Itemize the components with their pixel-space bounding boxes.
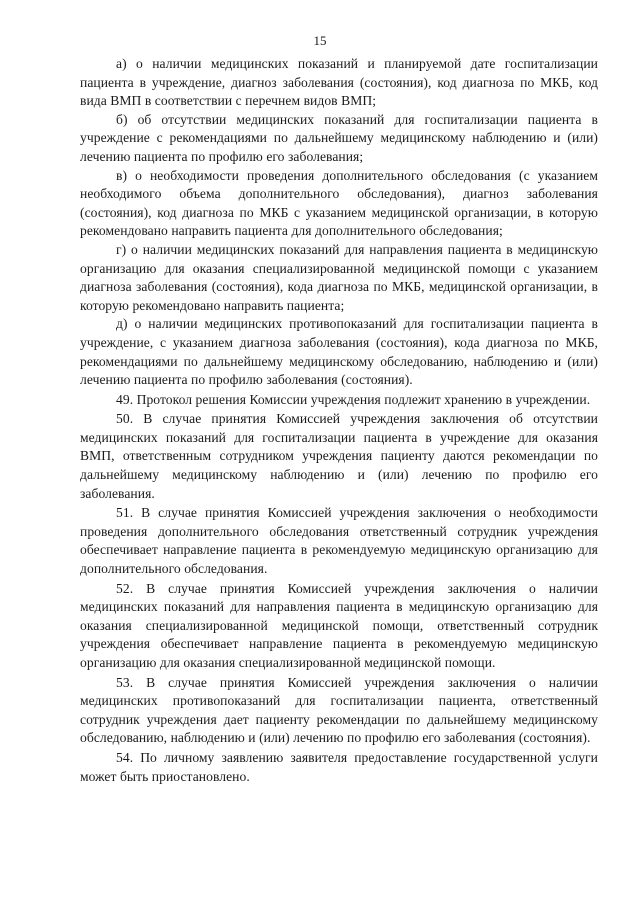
paragraph-item-v: в) о необходимости проведения дополнительного обследования (с указанием необходимого объема дополнительного обследования), диагноз заболевания (состояния), код диагноза по МКБ с указанием медицинской организации, в которую рекомендовано направить пациента для дополнительного обследования; <box>80 167 598 239</box>
paragraph-51: 51. В случае принятия Комиссией учреждения заключения о необходимости проведения дополнительного обследования ответственный сотрудник учреждения обеспечивает направление пациента в рекомендуемую медицинскую организацию для дополнительного обследования. <box>80 505 598 577</box>
paragraph-item-a: а) о наличии медицинских показаний и планируемой дате госпитализации пациента в учреждение, диагноз заболевания (состояния), код диагноза по МКБ, код вида ВМП в соответствии с перечнем видов ВМП; <box>80 56 598 109</box>
paragraph-item-b: б) об отсутствии медицинских показаний для госпитализации пациента в учреждение с рекомендациями по дальнейшему медицинскому наблюдению и (или) лечению пациента по профилю его заболевания; <box>80 111 598 164</box>
page-number: 15 <box>313 33 327 48</box>
paragraph-item-g: г) о наличии медицинских показаний для направления пациента в медицинскую организацию для оказания специализированной медицинской помощи с указанием диагноза заболевания (состояния), кода диагноза по МКБ, медицинской организации, в которую рекомендовано направить пациента; <box>80 241 598 313</box>
paragraph-50: 50. В случае принятия Комиссией учреждения заключения об отсутствии медицинских показаний для госпитализации пациента в учреждение для оказания ВМП, ответственным сотрудником учреждения пациенту даются рекомендации по дальнейшему медицинскому наблюдению и (или) лечению по профилю его заболевания. <box>80 411 598 501</box>
paragraph-53: 53. В случае принятия Комиссией учреждения заключения о наличии медицинских противопоказаний для госпитализации пациента, ответственный сотрудник учреждения дает пациенту рекомендации по дальнейшему медицинскому обследованию, наблюдению и (или) лечению по профилю его заболевания (состояния). <box>80 674 598 746</box>
paragraph-52: 52. В случае принятия Комиссией учреждения заключения о наличии медицинских показаний для направления пациента в медицинскую организацию для оказания специализированной медицинской помощи, ответственный сотрудник учреждения обеспечивает направление пациента в рекомендуемую медицинскую организацию для оказания специализированной медицинской помощи. <box>80 580 598 670</box>
paragraph-item-d: д) о наличии медицинских противопоказаний для госпитализации пациента в учреждение, с указанием диагноза заболевания (состояния), кода диагноза по МКБ, рекомендациями по дальнейшему медицинскому обследованию, наблюдению и (или) лечению пациента по профилю заболевания (состояния). <box>80 316 598 388</box>
paragraph-54: 54. По личному заявлению заявителя предоставление государственной услуги может быть приостановлено. <box>80 749 598 784</box>
document-body <box>80 55 598 786</box>
paragraph-49: 49. Протокол решения Комиссии учреждения подлежит хранению в учреждении. <box>116 391 591 407</box>
